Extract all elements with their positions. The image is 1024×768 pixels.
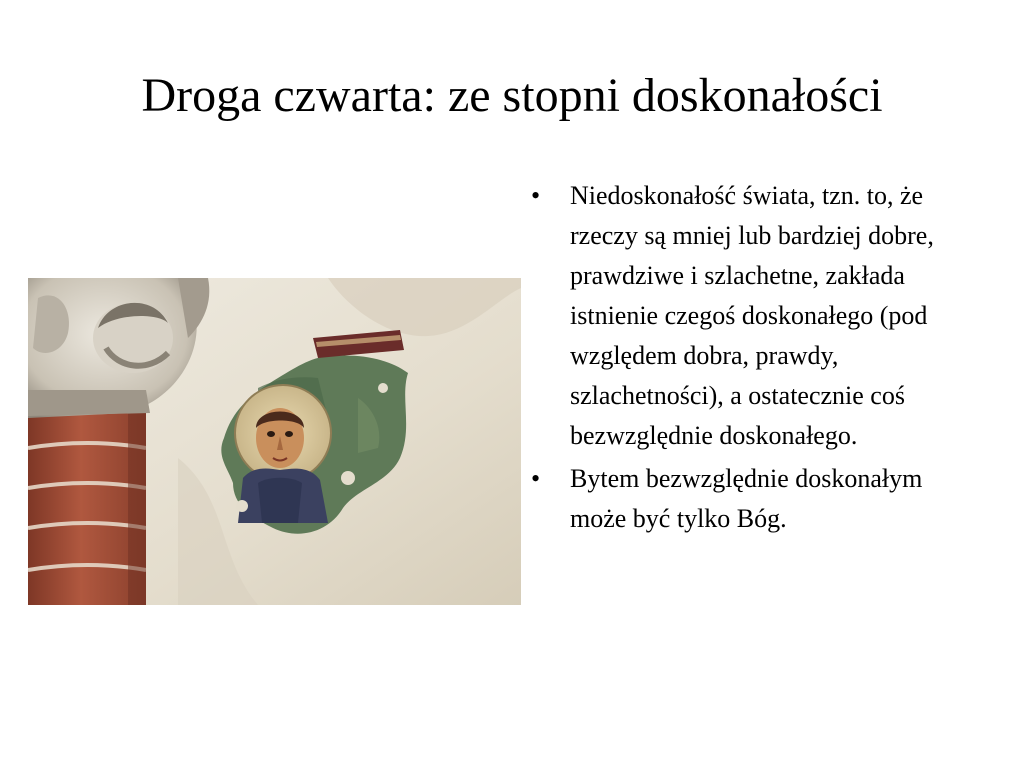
- bullet-item: [530, 459, 970, 539]
- bullet-list: [530, 176, 970, 542]
- slide-title: Droga czwarta: ze stopni doskonałości: [141, 69, 883, 122]
- bullet-text: Niedoskonałość świata, tzn. to, że rzeczy są mniej lub bardziej dobre, prawdziwe i szlachetne, zakłada istnienie czegoś doskonałego (pod względem dobra, prawdy, szlachetności), a ostatecznie coś bezwzględnie doskonałego.: [570, 181, 934, 450]
- bullet-item: [530, 176, 970, 456]
- fresco-photo: [28, 278, 521, 605]
- bullet-marker: •: [531, 464, 541, 493]
- bullet-marker: •: [531, 181, 541, 210]
- bullet-text: Bytem bezwzględnie doskonałym może być tylko Bóg.: [570, 464, 923, 533]
